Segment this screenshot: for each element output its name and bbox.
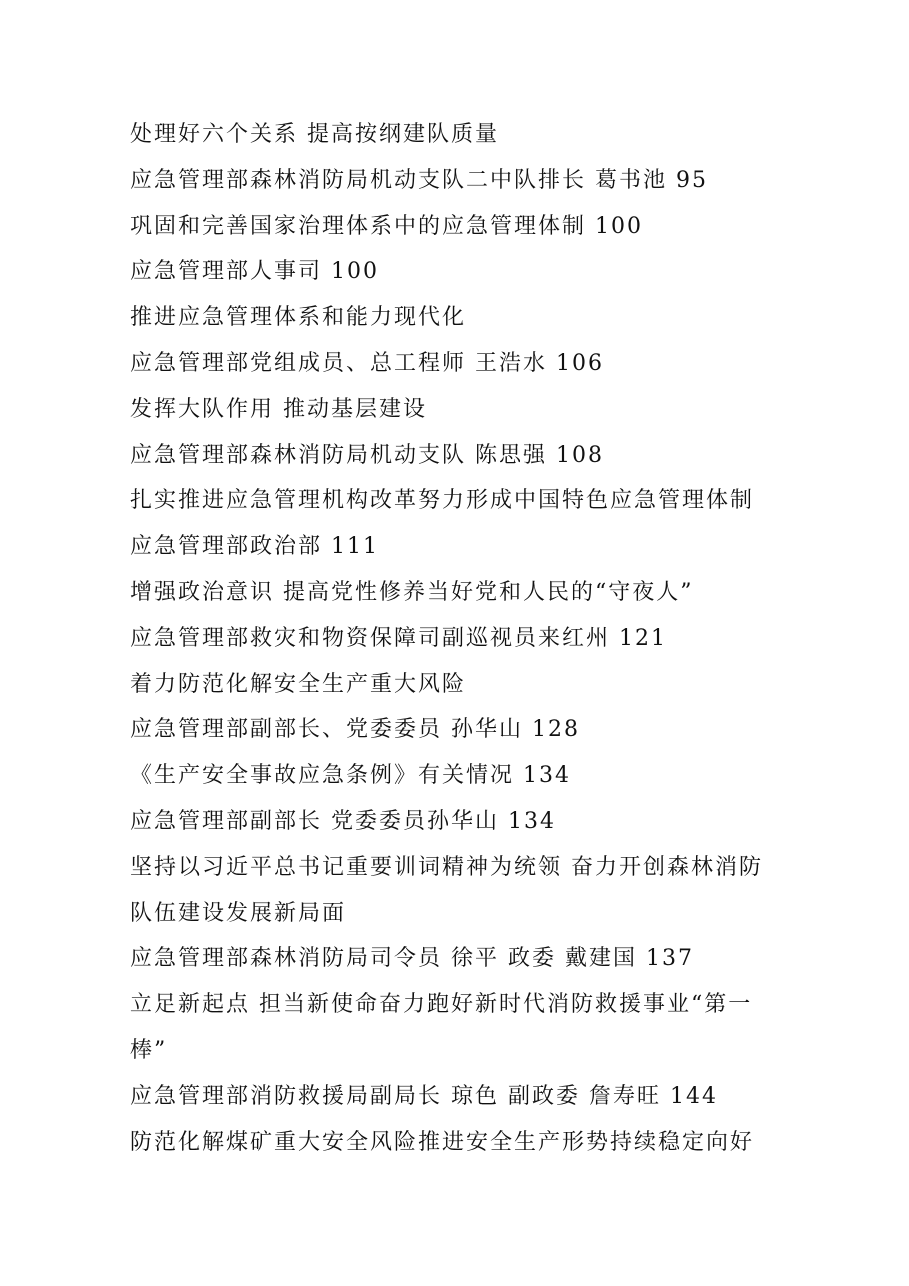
toc-line: 队伍建设发展新局面 [130, 900, 347, 926]
toc-line: 处理好六个关系 提高按纲建队质量 [130, 122, 499, 147]
toc-line: 应急管理部森林消防局司令员 徐平 政委 戴建国 137 [130, 946, 694, 972]
toc-line: 着力防范化解安全生产重大风险 [130, 671, 467, 697]
toc-line: 扎实推进应急管理机构改革努力形成中国特色应急管理体制 [130, 488, 755, 514]
document-page [130, 112, 820, 1165]
toc-line: 应急管理部副部长 党委委员孙华山 134 [130, 808, 556, 834]
toc-line: 应急管理部森林消防局机动支队 陈思强 108 [130, 442, 604, 468]
toc-line: 应急管理部政治部 111 [130, 534, 379, 560]
toc-line: 增强政治意识 提高党性修养当好党和人民的“守夜人” [130, 579, 694, 605]
toc-line: 防范化解煤矿重大安全风险推进安全生产形势持续稳定向好 [130, 1129, 755, 1155]
toc-line: 应急管理部消防救援局副局长 琼色 副政委 詹寿旺 144 [130, 1083, 718, 1109]
toc-line: 推进应急管理体系和能力现代化 [130, 305, 467, 331]
toc-line: 发挥大队作用 推动基层建设 [130, 396, 427, 422]
toc-line: 应急管理部副部长、党委委员 孙华山 128 [130, 717, 580, 743]
toc-line: 《生产安全事故应急条例》有关情况 134 [130, 763, 571, 789]
toc-line: 巩固和完善国家治理体系中的应急管理体制 100 [130, 213, 643, 239]
toc-line: 应急管理部人事司 100 [130, 259, 379, 285]
toc-line: 应急管理部森林消防局机动支队二中队排长 葛书池 95 [130, 167, 708, 193]
toc-line: 应急管理部救灾和物资保障司副巡视员来红州 121 [130, 625, 667, 651]
toc-line: 坚持以习近平总书记重要训词精神为统领 奋力开创森林消防 [130, 854, 763, 880]
toc-line: 应急管理部党组成员、总工程师 王浩水 106 [130, 350, 604, 376]
toc-line: 棒” [130, 1037, 168, 1063]
toc-line: 立足新起点 担当新使命奋力跑好新时代消防救援事业“第一 [130, 992, 753, 1018]
